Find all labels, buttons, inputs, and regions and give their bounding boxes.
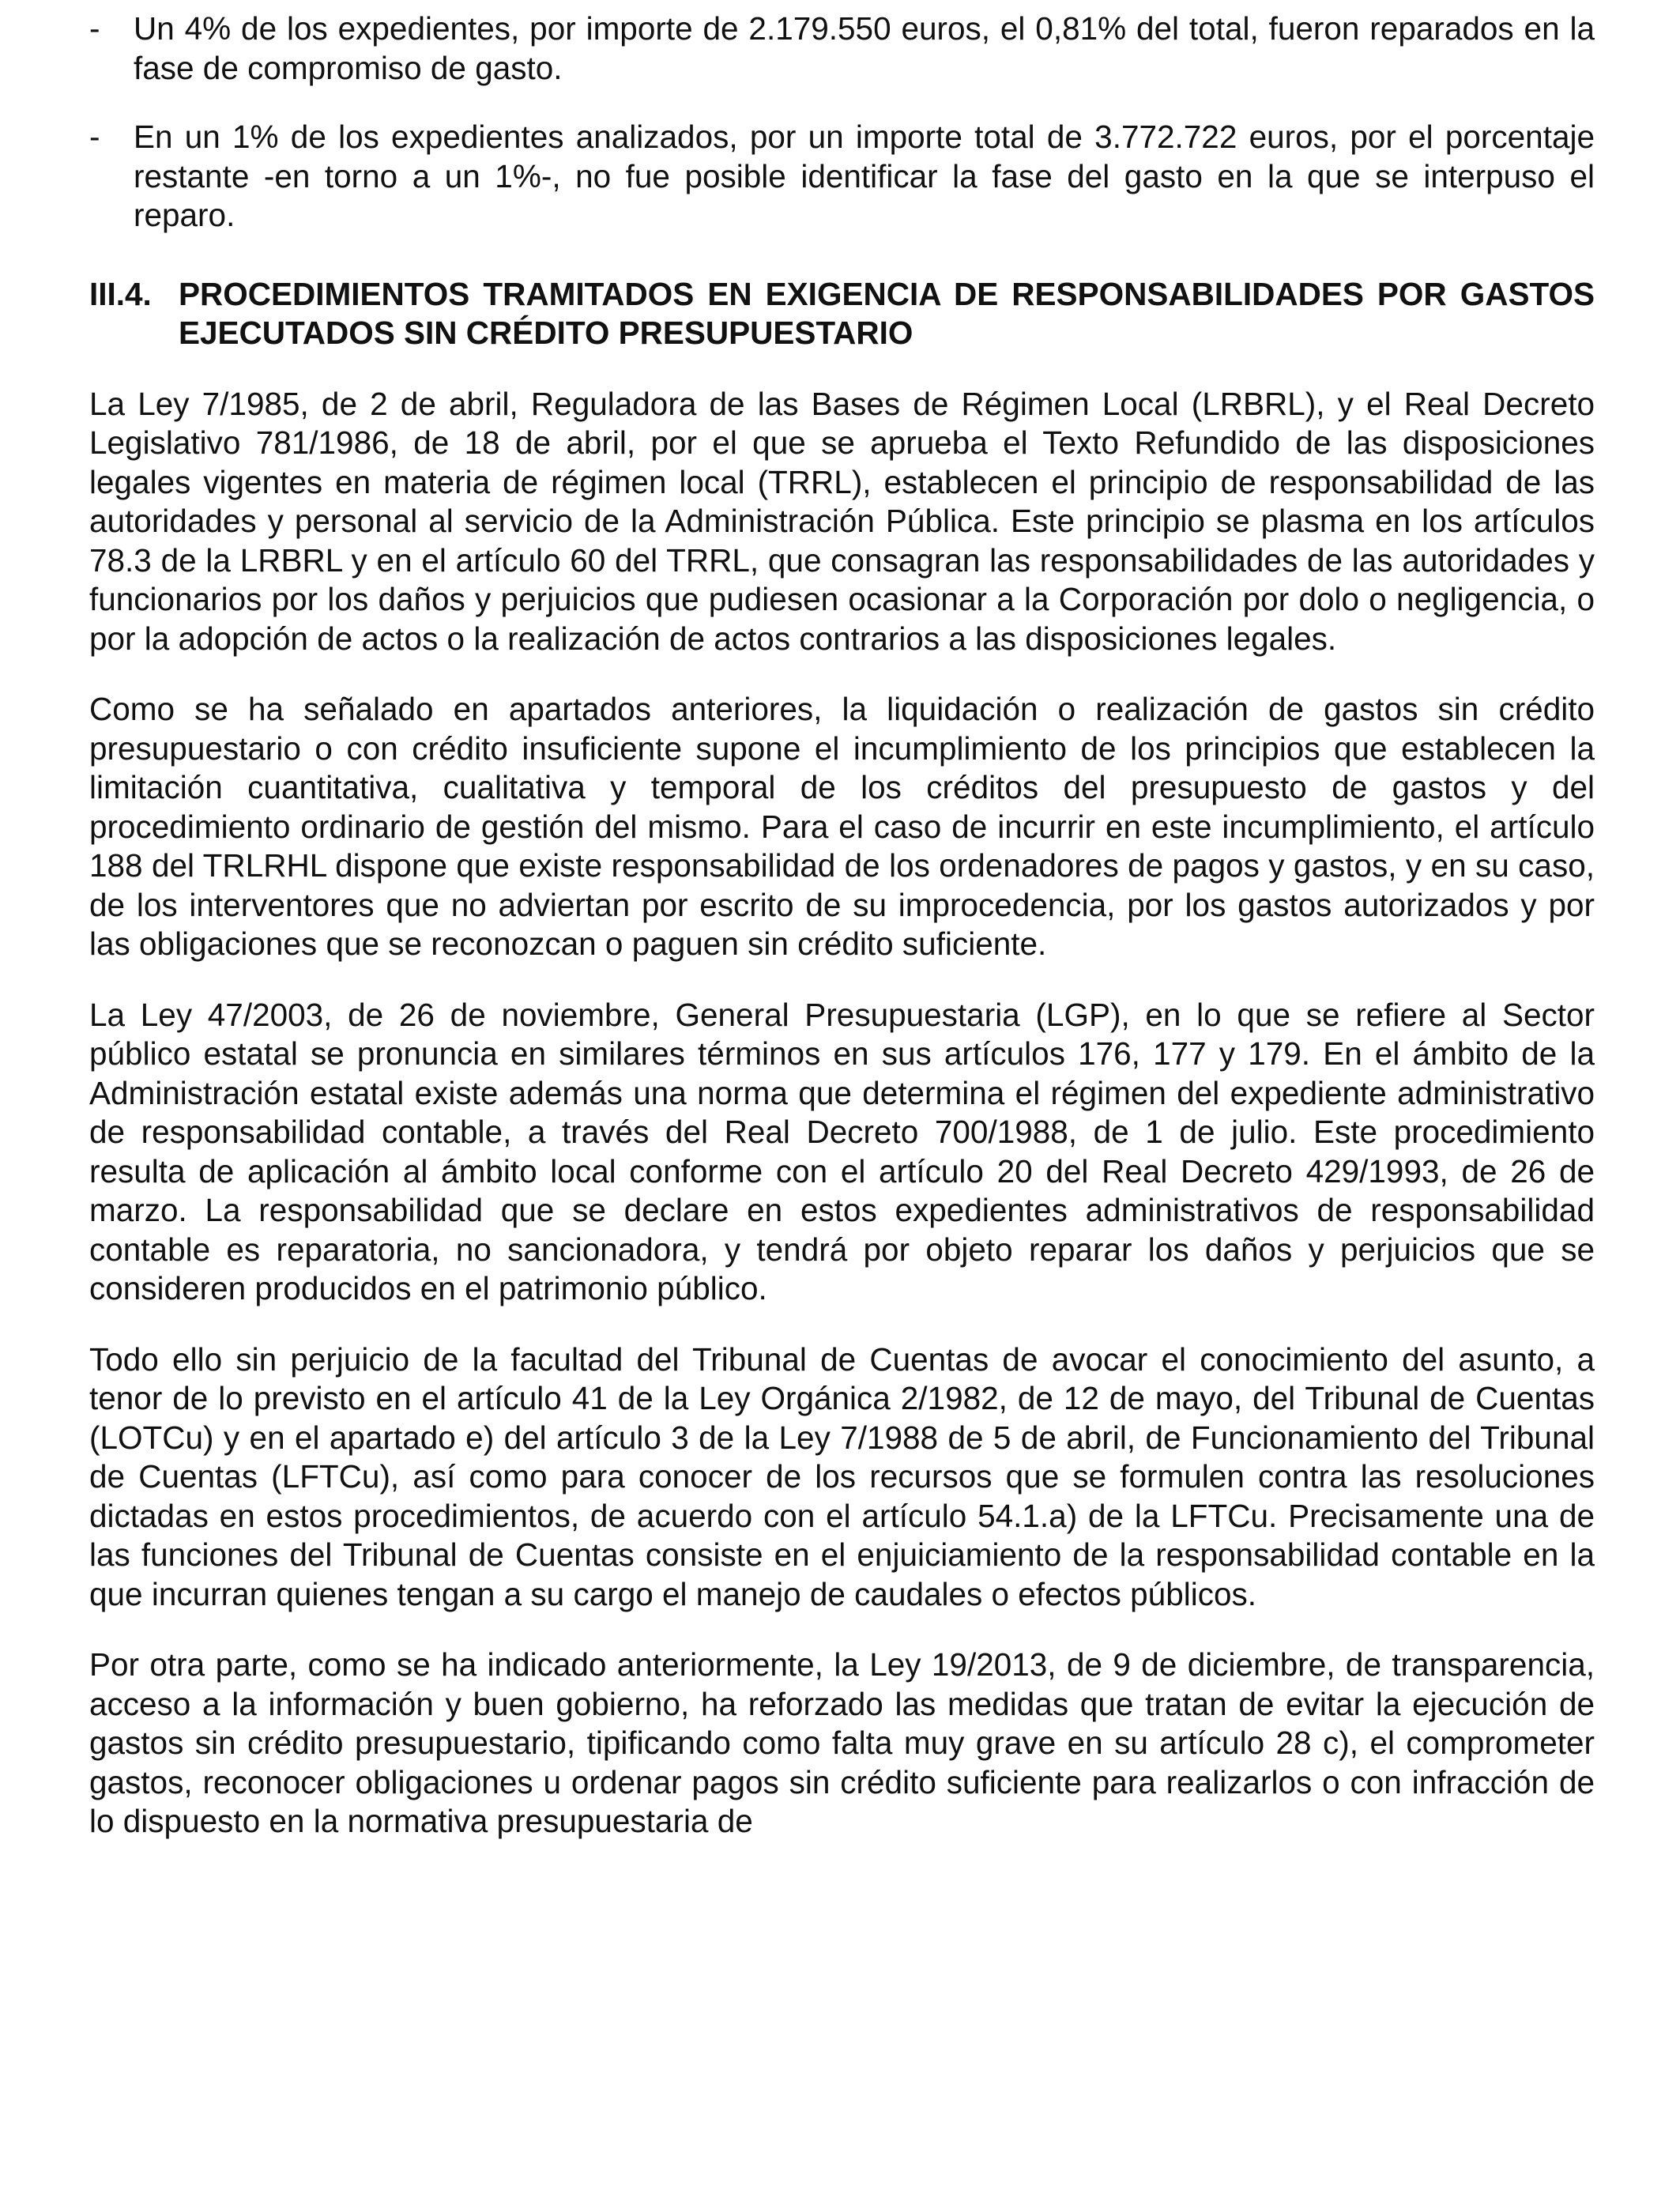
bullet-item <box>89 118 1595 236</box>
section-heading <box>89 275 1595 353</box>
body-paragraph: La Ley 47/2003, de 26 de noviembre, General Presupuestaria (LGP), en lo que se refiere al Sector público estatal se pronuncia en similares términos en sus artículos 176, 177 y 179. En el ámbito de la Administración estatal existe además una norma que determina el régimen del expediente administrativo de responsabilidad contable, a través del Real Decreto 700/1988, de 1 de julio. Este procedimiento resulta de aplicación al ámbito local conforme con el artículo 20 del Real Decreto 429/1993, de 26 de marzo. La responsabilidad que se declare en estos expedientes administrativos de responsabilidad contable es reparatoria, no sancionadora, y tendrá por objeto reparar los daños y perjuicios que se consideren producidos en el patrimonio público. <box>89 996 1595 1306</box>
section-number: III.4. <box>89 275 152 312</box>
bullet-text: En un 1% de los expedientes analizados, por un importe total de 3.772.722 euros, por el porcentaje restante -en torno a un 1%-, no fue posible identificar la fase del gasto en la que se interpuso el reparo. <box>134 119 1595 233</box>
document-page <box>89 9 1595 1873</box>
body-paragraph: Como se ha señalado en apartados anteriores, la liquidación o realización de gastos sin crédito presupuestario o con crédito insuficiente supone el incumplimiento de los principios que establecen la limitación cuantitativa, cualitativa y temporal de los créditos del presupuesto de gastos y del procedimiento ordinario de gestión del mismo. Para el caso de incurrir en este incumplimiento, el artículo 188 del TRLRHL dispone que existe responsabilidad de los ordenadores de pagos y gastos, y en su caso, de los interventores que no adviertan por escrito de su improcedencia, por los gastos autorizados y por las obligaciones que se reconozcan o paguen sin crédito suficiente. <box>89 691 1595 962</box>
section-title: PROCEDIMIENTOS TRAMITADOS EN EXIGENCIA DE RESPONSABILIDADES POR GASTOS EJECUTADOS SIN CRÉDITO PRESUPUESTARIO <box>179 275 1595 351</box>
body-paragraph: Por otra parte, como se ha indicado anteriormente, la Ley 19/2013, de 9 de diciembre, de transparencia, acceso a la información y buen gobierno, ha reforzado las medidas que tratan de evitar la ejecución de gastos sin crédito presupuestario, tipificando como falta muy grave en su artículo 28 c), el comprometer gastos, reconocer obligaciones u ordenar pagos sin crédito suficiente para realizarlos o con infracción de lo dispuesto en la normativa presupuestaria de <box>89 1646 1595 1839</box>
body-paragraph: Todo ello sin perjuicio de la facultad del Tribunal de Cuentas de avocar el conocimiento del asunto, a tenor de lo previsto en el artículo 41 de la Ley Orgánica 2/1982, de 12 de mayo, del Tribunal de Cuentas (LOTCu) y en el apartado e) del artículo 3 de la Ley 7/1988 de 5 de abril, de Funcionamiento del Tribunal de Cuentas (LFTCu), así como para conocer de los recursos que se formulen contra las resoluciones dictadas en estos procedimientos, de acuerdo con el artículo 54.1.a) de la LFTCu. Precisamente una de las funciones del Tribunal de Cuentas consiste en el enjuiciamiento de la responsabilidad contable en la que incurran quienes tengan a su cargo el manejo de caudales o efectos públicos. <box>89 1340 1595 1612</box>
bullet-marker: - <box>89 10 100 47</box>
body-paragraph: La Ley 7/1985, de 2 de abril, Reguladora de las Bases de Régimen Local (LRBRL), y el Real Decreto Legislativo 781/1986, de 18 de abril, por el que se aprueba el Texto Refundido de las disposiciones legales vigentes en materia de régimen local (TRRL), establecen el principio de responsabilidad de las autoridades y personal al servicio de la Administración Pública. Este principio se plasma en los artículos 78.3 de la LRBRL y en el artículo 60 del TRRL, que consagran las responsabilidades de las autoridades y funcionarios por los daños y perjuicios que pudiesen ocasionar a la Corporación por dolo o negligencia, o por la adopción de actos o la realización de actos contrarios a las disposiciones legales. <box>89 385 1595 657</box>
bullet-item <box>89 9 1595 88</box>
bullet-marker: - <box>89 119 100 155</box>
bullet-text: Un 4% de los expedientes, por importe de 2.179.550 euros, el 0,81% del total, fueron reparados en la fase de compromiso de gasto. <box>134 10 1595 86</box>
